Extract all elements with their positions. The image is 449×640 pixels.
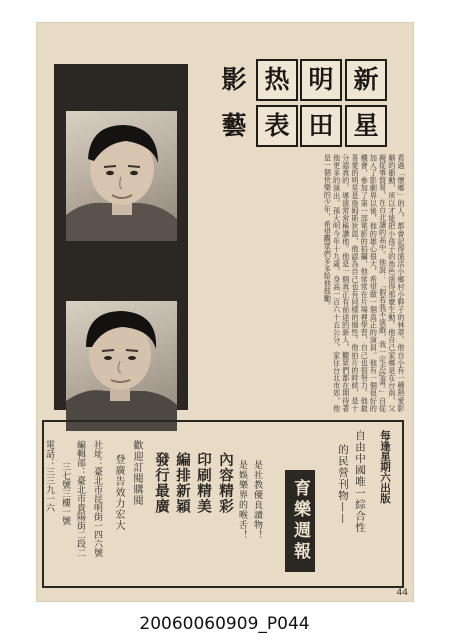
title-char-2: 明 [300,59,342,101]
tagline-line-2: 的民營刊物—— [337,444,349,525]
phone-number: 電話：三三九一六 [44,440,54,512]
publication-schedule: 每逢星期六出版 [379,430,391,504]
editorial-address-cont: 三七號三樓一號 [60,462,70,525]
editorial-address: 編輯部：臺北市貴陽街二段二 [75,440,85,557]
feature-layout: 編排新穎 [174,452,191,514]
page-number: 44 [396,588,408,598]
portrait-photo-top [66,111,177,241]
article-body: 看過「懷鄉」的人，都會記得演活小鄉村小夥子的林翠。他自小有一種熱愛影劇的衝動，所以才能把小孩子的角色演得那麼生動。他自己家鄉是在台南，父親從事貿易，在台北讀的高中。他說：「假若我不演戲，我一定去唸書。」自從加入了影劇界以後，他的雄心很大，希望做一個真正的演員。他有一個很好的機會，參加了第一部電影的拍攝，他常常在片場裡學習，自己也很努力。他最喜愛的明星是詹姆斯狄恩，他認為自己也有同樣的個性。他拍片的時候，是十分認真的，導演常常稱讚他。他是一個真正有前途的新人，觀眾們都在期待著他更多的演出。孫大明今年十九歲，身高一百六十五公分，家住台北市郊，他是一個快樂的少年，希望觀眾們多多給他鼓勵。 [323,154,406,412]
subscription-welcome: 歡迎訂閱購閱 [131,440,142,506]
feature-printing: 印刷精美 [195,452,212,514]
photo-panel [54,64,188,410]
portrait-photo-bottom [66,301,177,431]
title-char-5: 星 [345,105,387,147]
slogan-line-2: 是娛樂界的喉舌！ [237,460,247,540]
title-char-4: 影 [221,65,247,94]
title-char-1: 新 [345,59,387,101]
title-char-6: 田 [300,105,342,147]
advertising-call: 登廣告效力宏大 [113,454,124,531]
title-char-3: 热 [256,59,298,101]
advertisement-box [42,420,404,588]
feature-title [213,55,383,149]
slogan-line-1: 是社教優良讀物！ [252,460,262,540]
office-address: 社址：臺北市昆明街一四六號 [92,440,102,557]
feature-distribution: 發行最廣 [153,452,170,514]
feature-content: 內容精彩 [217,452,234,514]
archive-caption: 20060060909_P044 [139,614,310,634]
title-char-7: 表 [256,105,298,147]
tagline-line-1: 自由中國唯一綜合性 [354,430,366,534]
brand-name: 育樂週報 [285,470,315,572]
magazine-page [36,22,414,602]
title-char-8: 藝 [221,111,247,140]
